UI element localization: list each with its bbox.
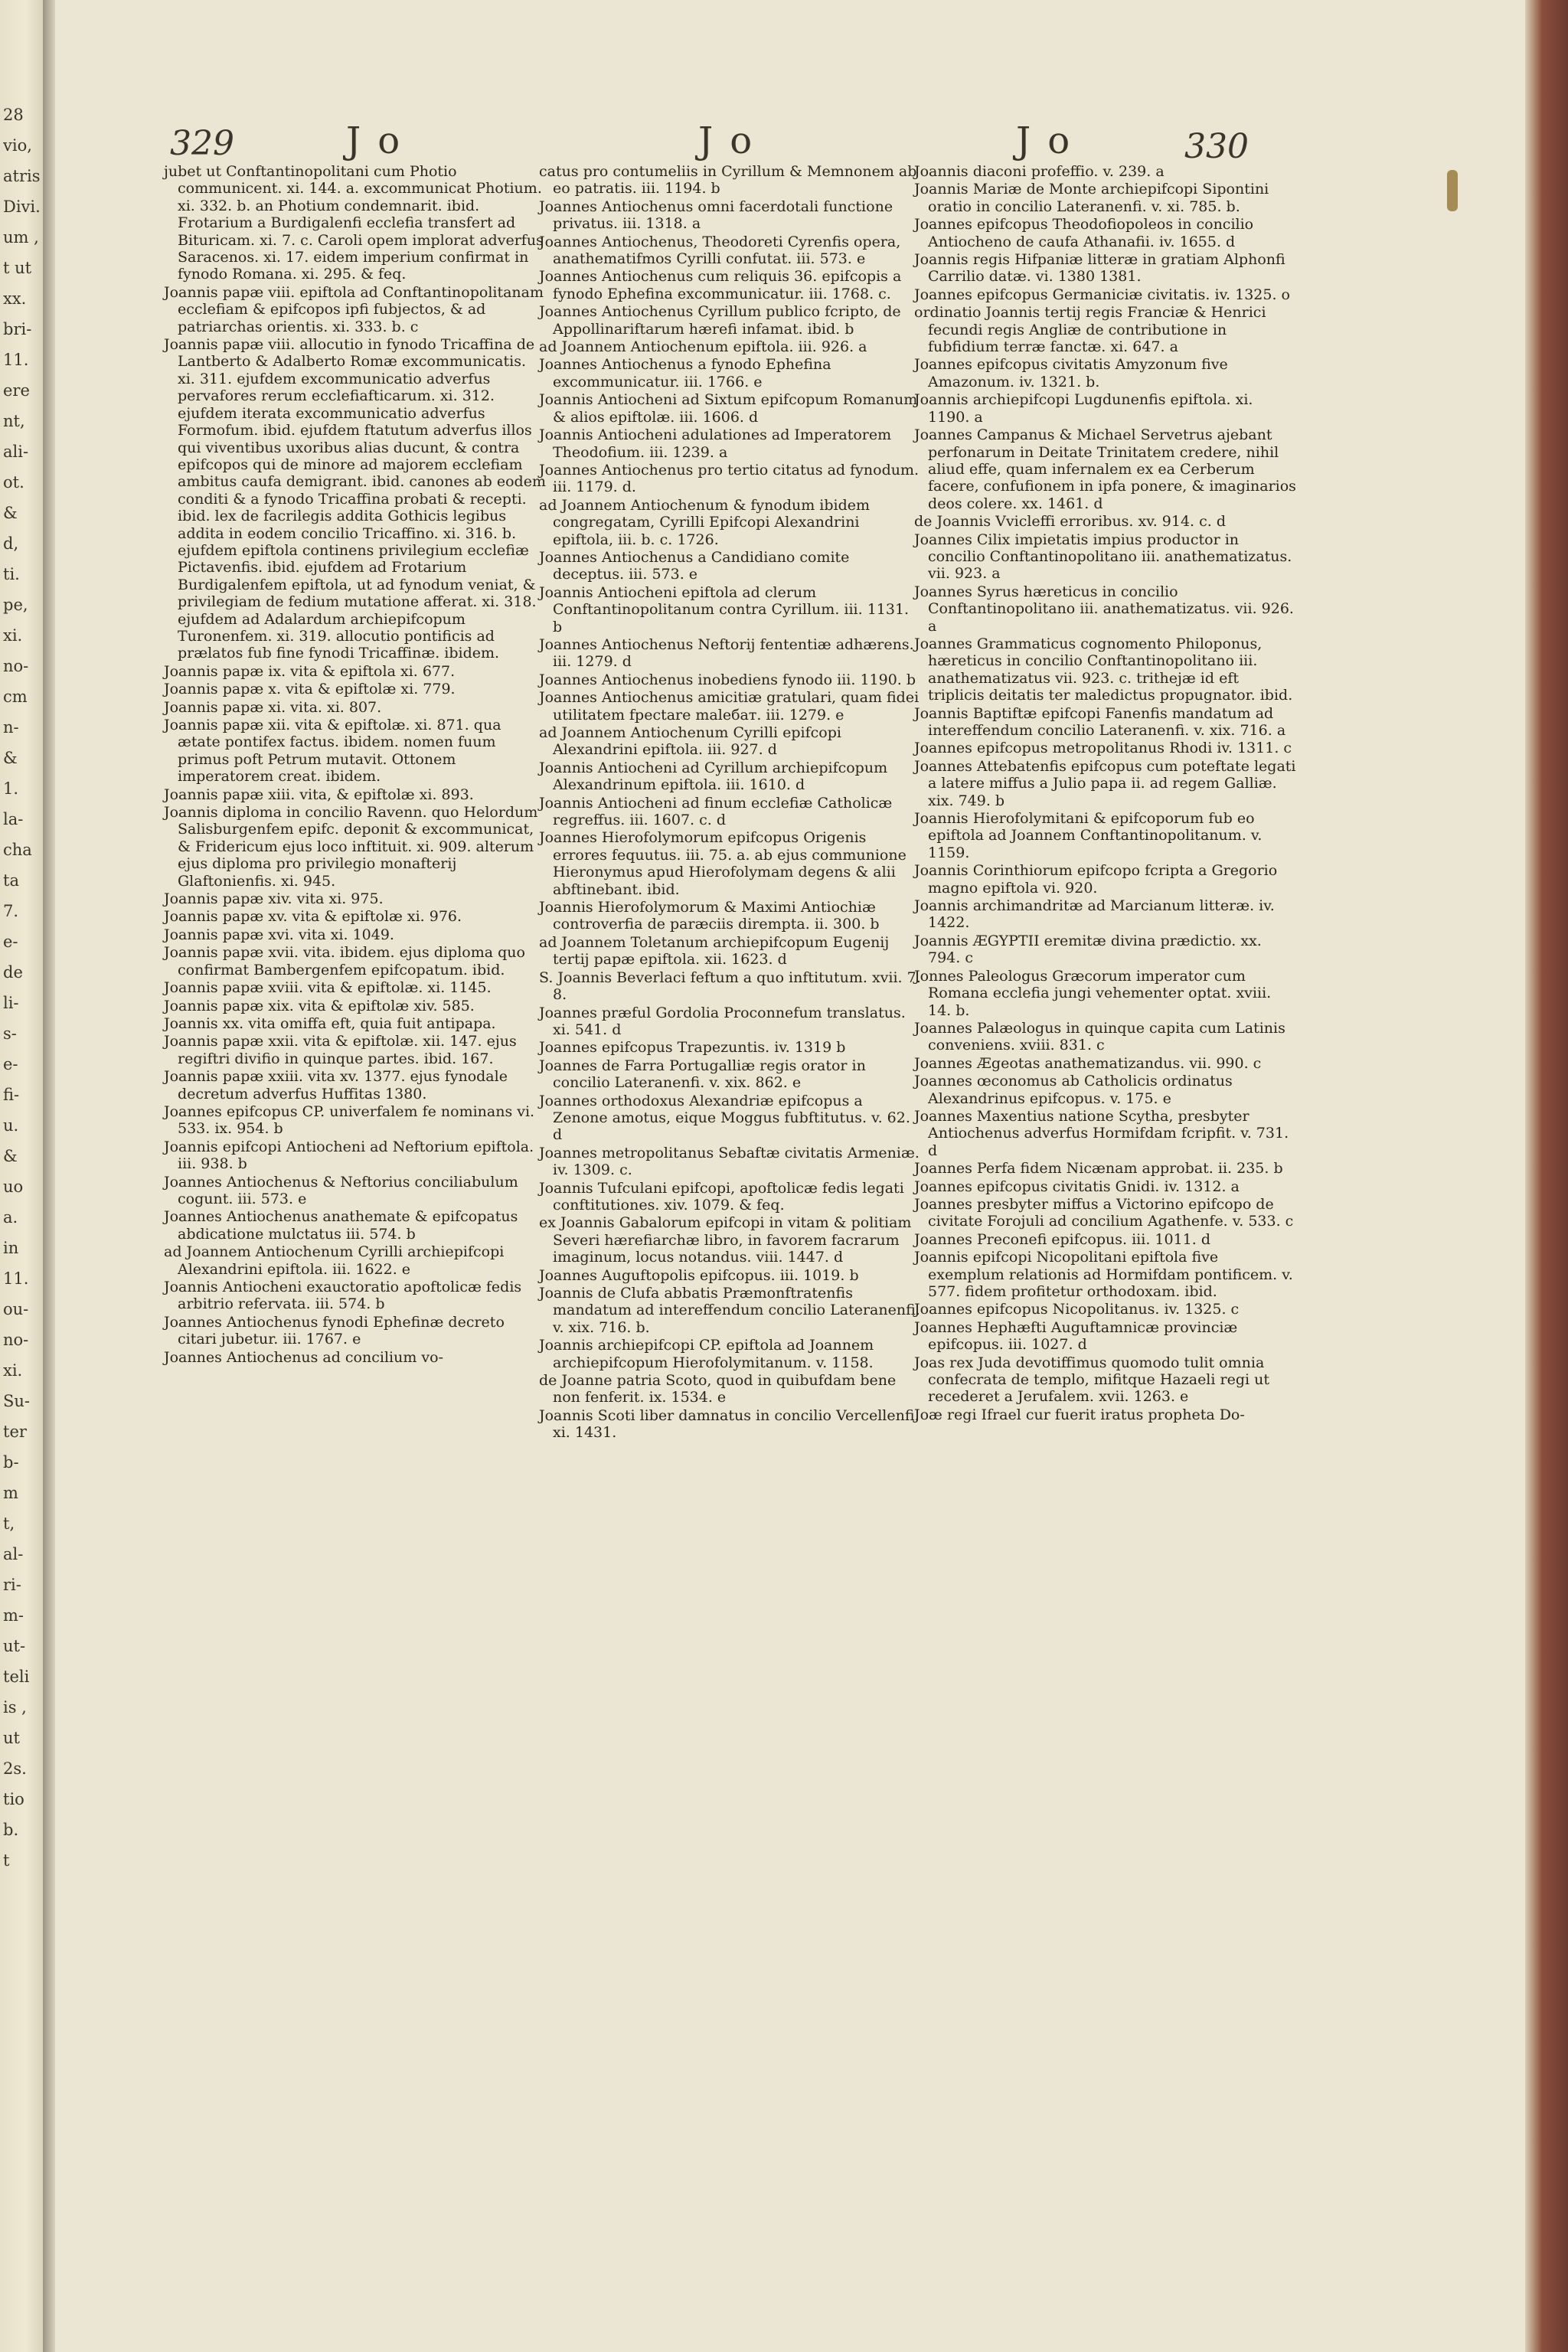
binding-fragment: pe, (3, 596, 28, 614)
binding-fragment: fi- (3, 1086, 20, 1104)
index-entry: Joannes Preconefi epifcopus. iii. 1011. d (914, 1230, 1211, 1248)
index-entry: Jonnes Paleologus Græcorum imperator cum Romana ecclefia jungi vehementer optat. xviii. 14. b. (914, 967, 1272, 1019)
index-entry: Joannis Corinthiorum epifcopo fcripta a Gregorio magno epiftola vi. 920. (914, 862, 1278, 897)
index-column-right (914, 163, 1297, 1424)
index-entry: Joannis archiepifcopi CP. epiftola ad Joannem archiepifcopum Hierofolymitanum. v. 1158. (539, 1337, 874, 1371)
binding-fragment: no- (3, 1331, 29, 1349)
index-entry: Joannes Antiochenus pro tertio citatus ad fynodum. iii. 1179. d. (539, 461, 920, 496)
index-entry: Joannes Campanus & Michael Servetrus ajebant perfonarum in Deitate Trinitatem credere, nihil aliud effe, quam infernalem ex ea Cerberum facere, confufionem in ipfa ponere, & imaginarios deos colere. xx. 1461. d (914, 426, 1296, 512)
index-entry: Joannis Antiocheni ad finum ecclefiæ Catholicæ regreffus. iii. 1607. c. d (539, 794, 893, 829)
binding-fragment: n- (3, 718, 19, 737)
binding-fragment: b. (3, 1821, 19, 1839)
binding-fragment: t (3, 1851, 10, 1870)
index-entry: Joannis papæ xxiii. vita xv. 1377. ejus fynodale decretum adverfus Huffitas 1380. (164, 1068, 508, 1102)
index-entry: Joannes epifcopus Germaniciæ civitatis. iv. 1325. o (914, 286, 1290, 303)
index-entry: Joannis Baptiftæ epifcopi Fanenfis mandatum ad intereffendum concilio Lateranenfi. v. xix. 716. a (914, 704, 1286, 739)
binding-fragment: ti. (3, 565, 20, 583)
book-cover-edge (1525, 0, 1568, 2352)
index-entry: jubet ut Conftantinopolitani cum Photio communicent. xi. 144. a. excommunicat Photium. xi. 332. b. an Photium condemnarit. ibid. Frotarium a Burdigalenfi ecclefia transfert ad Bituricam. xi. 7. c. Caroli opem implorat adverfus Saracenos. xi. 17. eidem imperium confirmat in fynodo Romana. xi. 295. & feq. (164, 163, 544, 283)
binding-fragment: bri- (3, 320, 32, 338)
index-entry: ordinatio Joannis tertij regis Franciæ & Henrici fecundi regis Angliæ de contributione in fubfidium terræ fanctæ. xi. 647. a (914, 304, 1266, 356)
index-entry: Joannes Grammaticus cognomento Philoponus, hæreticus in concilio Conftantinopolitano iii. anathematizatus vii. 923. c. trithejæ id eft triplicis deitatis ter maledictus propugnator. ibid. (914, 635, 1293, 704)
index-entry: Joannes Auguftopolis epifcopus. iii. 1019. b (539, 1266, 859, 1284)
binding-fragment: no- (3, 657, 29, 675)
index-column-middle (539, 163, 922, 1442)
index-entry: Joannes epifcopus metropolitanus Rhodi iv. 1311. c (914, 740, 1292, 757)
index-entry: Joannis diaconi profeffio. v. 239. a (914, 163, 1165, 180)
index-entry: Joannes Antiochenus inobediens fynodo iii. 1190. b (539, 671, 916, 688)
index-entry: Joannis papæ x. vita & epiftolæ xi. 779. (164, 681, 456, 698)
page-number-left: 329 (170, 124, 234, 163)
index-entry: ad Joannem Antiochenum & fynodum ibidem congregatam, Cyrilli Epifcopi Alexandrini epiftola, iii. b. c. 1726. (539, 496, 871, 548)
binding-fragment: ali- (3, 443, 29, 461)
page-number-right: 330 (1184, 127, 1249, 166)
index-entry: ad Joannem Toletanum archiepifcopum Eugenij tertij papæ epiftola. xii. 1623. d (539, 933, 890, 969)
binding-fragment: ut (3, 1729, 20, 1747)
binding-fragment: ere (3, 381, 30, 400)
index-entry: Joannis archimandritæ ad Marcianum litteræ. iv. 1422. (914, 897, 1275, 932)
binding-fragment: li- (3, 994, 19, 1012)
index-entry: Joannis diploma in concilio Ravenn. quo Helordum Salisburgenfem epifc. deponit & excommunicat, & Fridericum ejus loco inftituit. xi. 909. alterum ejus diploma pro privilegio monafterij Glaftonienfis. xi. 945. (164, 804, 538, 890)
binding-fragment: 2s. (3, 1759, 27, 1778)
binding-fragment: a. (3, 1208, 18, 1227)
binding-fragment: de (3, 963, 23, 982)
binding-fragment: ter (3, 1423, 27, 1441)
binding-fragment: 11. (3, 1269, 29, 1288)
paper-tab-marker (1447, 170, 1458, 211)
index-entry: Joannes Palæologus in quinque capita cum Latinis conveniens. xviii. 831. c (914, 1019, 1285, 1054)
index-entry: Joannes metropolitanus Sebaftæ civitatis Armeniæ. iv. 1309. c. (539, 1144, 920, 1179)
index-column-left (164, 163, 547, 1367)
index-entry: Joannis Antiocheni epiftola ad clerum Conftantinopolitanum contra Cyrillum. iii. 1131. b (539, 583, 910, 635)
binding-fragment: 28 (3, 106, 24, 124)
binding-fragment: atris (3, 167, 41, 185)
index-entry: Joannis papæ viii. allocutio in fynodo Tricaffina de Lantberto & Adalberto Romæ excommunicatis. xi. 311. ejufdem excommunicatio adverfus pervafores rerum ecclefiafticarum. xi. 312. ejufdem iterata excommunicatio adverfus Formofum. ibid. ejufdem ftatutum adverfus illos qui viventibus uxoribus alias ducunt, & contra epifcopos qui de minore ad majorem ecclefiam ambitus caufa demigrant. ibid. canones ab eodem conditi & a fynodo Tricaffina probati & recepti. ibid. lex de facrilegis addita Gothicis legibus addita in eodem concilio Tricaffino. xi. 316. b. ejufdem epiftola continens privilegium ecclefiæ Pictavenfis. ibid. ejufdem ad Frotarium Burdigalenfem epiftola, ut ad fynodum veniat, & privilegiam de fedium mutatione afferat. xi. 318. ejufdem ad Adalardum archiepifcopum Turonenfem. xi. 319. allocutio pontificis ad prælatos fub fine fynodi Tricaffinæ. ibidem. (164, 336, 546, 662)
binding-fragment: nt, (3, 412, 25, 430)
index-entry: Joannes epifcopus civitatis Amyzonum five Amazonum. iv. 1321. b. (914, 356, 1228, 390)
index-entry: Joannis Hierofolymitani & epifcoporum fub eo epiftola ad Joannem Conftantinopolitanum. v. 1159. (914, 810, 1263, 861)
index-entry: Joannis papæ xvi. vita xi. 1049. (164, 926, 394, 943)
binding-fragment: ot. (3, 473, 24, 492)
binding-fragment: d, (3, 534, 19, 553)
binding-fragment: in (3, 1239, 19, 1257)
index-entry: Joannes Antiochenus a Candidiano comite deceptus. iii. 573. e (539, 548, 850, 583)
index-entry: Joannes Ægeotas anathematizandus. vii. 990. c (914, 1054, 1262, 1072)
index-entry: Joannes epifcopus Theodofiopoleos in concilio Antiocheno de caufa Athanafii. iv. 1655. d (914, 216, 1254, 250)
index-entry: Joannis Tufculani epifcopi, apoftolicæ fedis legati conftitutiones. xiv. 1079. & feq. (539, 1179, 904, 1214)
binding-fragment: 1. (3, 779, 19, 798)
binding-fragment: xx. (3, 289, 27, 308)
index-entry: ad Joannem Antiochenum Cyrilli epifcopi Alexandrini epiftola. iii. 927. d (539, 724, 841, 759)
binding-fragment: m (3, 1484, 18, 1502)
index-entry: ad Joannem Antiochenum epiftola. iii. 926. a (539, 338, 867, 356)
binding-fragment: 11. (3, 351, 29, 369)
binding-fragment: ut- (3, 1637, 26, 1655)
index-entry: Joannes Antiochenus cum reliquis 36. epifcopis a fynodo Ephefina excommunicatur. iii. 1768. c. (539, 268, 902, 302)
index-entry: Joannes Hephæfti Auguftamnicæ provinciæ epifcopus. iii. 1027. d (914, 1318, 1238, 1354)
index-entry: Joannes epifcopus Trapezuntis. iv. 1319 b (539, 1039, 846, 1057)
index-entry: Joannes Antiochenus omni facerdotali functione privatus. iii. 1318. a (539, 198, 893, 233)
binding-fragment: e- (3, 1055, 18, 1073)
binding-fragment: um , (3, 228, 39, 247)
binding-fragment: cha (3, 841, 32, 859)
index-entry: Joannes epifcopus civitatis Gnidi. iv. 1312. a (914, 1178, 1240, 1195)
binding-fragment: teli (3, 1668, 30, 1686)
index-entry: Joannis Antiocheni ad Cyrillum archiepifcopum Alexandrinum epiftola. iii. 1610. d (539, 759, 888, 794)
index-entry: Joannes Antiochenus amicitiæ gratulari, quam fidei utilitatem fpectare maleбат. iii. 1279. e (539, 689, 920, 724)
index-entry: Joannis Antiocheni adulationes ad Imperatorem Theodofium. iii. 1239. a (539, 426, 892, 461)
index-entry: Joannis Antiocheni ad Sixtum epifcopum Romanum & alios epiftolæ. iii. 1606. d (539, 391, 918, 426)
index-entry: Joannes presbyter miffus a Victorino epifcopo de civitate Forojuli ad concilium Agathenfe. v. 533. c (914, 1195, 1294, 1230)
index-entry: Joannis papæ xvii. vita. ibidem. ejus diploma quo confirmat Bambergenfem epifcopatum. ibid. (164, 944, 525, 978)
index-entry: Joannes œconomus ab Catholicis ordinatus Alexandrinus epifcopus. v. 175. e (914, 1073, 1233, 1107)
index-entry: Joannis Mariæ de Monte archiepifcopi Sipontini oratio in concilio Lateranenfi. v. xi. 785. b. (914, 181, 1269, 215)
index-entry: Joannes Cilix impietatis impius productor in concilio Conftantinopolitano iii. anathematizatus. vii. 923. a (914, 531, 1292, 583)
binding-fragment: xi. (3, 1361, 23, 1380)
binding-fragment: e- (3, 933, 18, 951)
binding-fragment: al- (3, 1545, 24, 1563)
index-entry: Joannis papæ xxii. vita & epiftolæ. xii. 147. ejus regiftri divifio in quinque partes. ibid. 167. (164, 1033, 517, 1067)
running-header (55, 119, 1525, 168)
page-gutter-shadow (43, 0, 55, 2352)
index-entry: Joannes præful Gordolia Proconnefum translatus. xi. 541. d (539, 1004, 906, 1038)
binding-fragment: 7. (3, 902, 19, 920)
index-entry: Joannes Antiochenus Cyrillum publico fcripto, de Appollinariftarum hærefi infamat. ibid. b (539, 303, 901, 338)
index-entry: Joannes epifcopus Nicopolitanus. iv. 1325. c (914, 1301, 1240, 1318)
index-entry: ad Joannem Antiochenum Cyrilli archiepifcopi Alexandrini epiftola. iii. 1622. e (164, 1243, 505, 1278)
index-entry: Joannis papæ xiii. vita, & epiftolæ xi. 893. (164, 786, 474, 803)
index-entry: Joannes Antiochenus Neftorij fententiæ adhærens. iii. 1279. d (539, 635, 914, 671)
index-entry: Joannes Perfa fidem Nicænam approbat. ii. 235. b (914, 1160, 1283, 1178)
index-entry: Joannis papæ ix. vita & epiftola xi. 677. (164, 662, 456, 680)
index-entry: Joannis papæ viii. epiftola ad Conftantinopolitanam ecclefiam & epifcopos ipfi fubjectos, & ad patriarchas orientis. xi. 333. b. c (164, 283, 544, 335)
index-entry: Joannis epifcopi Nicopolitani epiftola five exemplum relationis ad Hormifdam pontificem. v. 577. fidem profitetur orthodoxam. ibid. (914, 1249, 1293, 1300)
binding-fragment: m- (3, 1606, 24, 1625)
binding-fragment: u. (3, 1116, 19, 1135)
index-entry: Joannis de Clufa abbatis Præmonftratenfis mandatum ad intereffendum concilio Lateranenfi. v. xix. 716. b. (539, 1285, 920, 1336)
adjacent-page-fragments (3, 100, 41, 1876)
binding-fragment: is , (3, 1698, 27, 1717)
binding-fragment: & (3, 504, 18, 522)
index-entry: Joannis papæ xi. vita. xi. 807. (164, 698, 382, 716)
index-entry: Joæ regi Ifrael cur fuerit iratus propheta Do- (914, 1406, 1245, 1423)
index-entry: Joannis ÆGYPTII eremitæ divina prædictio. xx. 794. c (914, 932, 1262, 967)
book-page (55, 0, 1525, 2352)
index-entry: Joannes de Farra Portugalliæ regis orator in concilio Lateranenfi. v. xix. 862. e (539, 1057, 866, 1092)
headword-right: Jo (1016, 119, 1087, 162)
binding-fragment: vio, (3, 136, 32, 155)
index-entry: Joannes Antiochenus, Theodoreti Cyrenfis opera, anathematifmos Cyrilli confutat. iii. 573. e (539, 233, 901, 268)
index-entry: Joannes epifcopus CP. univerfalem fe nominans vi. 533. ix. 954. b (164, 1102, 535, 1138)
index-entry: Joannis papæ xii. vita & epiftolæ. xi. 871. qua ætate pontifex factus. ibidem. nomen fuum primus poft Petrum mutavit. Ottonem imperatorem creat. ibidem. (164, 717, 501, 786)
binding-fragment: & (3, 749, 18, 767)
binding-fragment: & (3, 1147, 18, 1165)
index-entry: Joannis epifcopi Antiocheni ad Neftorium epiftola. iii. 938. b (164, 1138, 534, 1173)
index-entry: Joannes Antiochenus & Neftorius conciliabulum cogunt. iii. 573. e (164, 1173, 518, 1207)
index-entry: Joannes Attebatenfis epifcopus cum poteftate legati a latere miffus a Julio papa ii. ad regem Galliæ. xix. 749. b (914, 757, 1296, 809)
headword-center: Jo (698, 119, 769, 162)
binding-fragment: Su- (3, 1392, 31, 1410)
binding-fragment: tio (3, 1790, 24, 1808)
index-entry: Joannes Antiochenus a fynodo Ephefina excommunicatur. iii. 1766. e (539, 356, 831, 390)
headword-left: Jo (346, 119, 417, 162)
binding-fragment: ou- (3, 1300, 29, 1318)
index-entry: Joannes Hierofolymorum epifcopus Origenis errores fequutus. iii. 75. a. ab ejus communione Hieronymus apud Hierofolymam degens & alii abftinebant. ibid. (539, 829, 906, 898)
index-entry: Joannes Maxentius natione Scytha, presbyter Antiochenus adverfus Hormifdam fcripfit. v. 731. d (914, 1107, 1289, 1159)
index-entry: Joannis papæ xv. vita & epiftolæ xi. 976. (164, 908, 462, 926)
binding-fragment: ri- (3, 1576, 21, 1594)
index-entry: Joannis regis Hifpaniæ litteræ in gratiam Alphonfi Carrilio datæ. vi. 1380 1381. (914, 251, 1285, 286)
index-entry: Joannis Hierofolymorum & Maximi Antiochiæ controverfia de paræciis dirempta. ii. 300. b (539, 899, 880, 933)
book-binding-edge (0, 0, 44, 2352)
index-entry: Joas rex Juda devotiffimus quomodo tulit omnia confecrata de templo, mifitque Hazaeli regi ut recederet a Jerufalem. xvii. 1263. e (914, 1354, 1269, 1406)
index-entry: S. Joannis Beverlaci feftum a quo inftitutum. xvii. 7. 8. (539, 969, 921, 1004)
index-entry: Joannes Antiochenus anathemate & epifcopatus abdicatione mulctatus iii. 574. b (164, 1208, 518, 1243)
index-entry: Joannis archiepifcopi Lugdunenfis epiftola. xi. 1190. a (914, 391, 1253, 426)
index-entry: Joannes Antiochenus ad concilium vo- (164, 1348, 443, 1366)
index-entry: ex Joannis Gabalorum epifcopi in vitam & politiam Severi hærefiarchæ libro, in favorem facrarum imaginum, locus notandus. viii. 1447. d (539, 1214, 912, 1266)
index-entry: Joannes Syrus hæreticus in concilio Conftantinopolitano iii. anathematizatus. vii. 926. a (914, 583, 1294, 635)
index-entry: Joannis Scoti liber damnatus in concilio Vercellenfi. xi. 1431. (539, 1406, 920, 1442)
index-entry: catus pro contumeliis in Cyrillum & Memnonem ab eo patratis. iii. 1194. b (539, 163, 917, 198)
index-entry: Joannis Antiocheni exauctoratio apoftolicæ fedis arbitrio refervata. iii. 574. b (164, 1279, 522, 1313)
binding-fragment: ta (3, 871, 19, 890)
binding-fragment: s- (3, 1024, 17, 1043)
index-entry: Joannis xx. vita omiffa eft, quia fuit antipapa. (164, 1014, 496, 1032)
binding-fragment: t ut (3, 259, 32, 277)
index-entry: Joannis papæ xviii. vita & epiftolæ. xi. 1145. (164, 979, 492, 997)
index-entry: de Joannis Vvicleffi erroribus. xv. 914. c. d (914, 513, 1227, 531)
index-entry: Joannis papæ xix. vita & epiftolæ xiv. 585. (164, 997, 475, 1014)
binding-fragment: b- (3, 1453, 19, 1472)
index-entry: Joannes Antiochenus fynodi Ephefinæ decreto citari jubetur. iii. 1767. e (164, 1313, 505, 1348)
binding-fragment: uo (3, 1178, 24, 1196)
index-entry: de Joanne patria Scoto, quod in quibufdam bene non fenferit. ix. 1534. e (539, 1372, 897, 1406)
binding-fragment: t, (3, 1514, 15, 1533)
binding-fragment: cm (3, 688, 28, 706)
index-entry: Joannes orthodoxus Alexandriæ epifcopus a Zenone amotus, eique Moggus fubftitutus. v. 62. d (539, 1092, 910, 1144)
binding-fragment: xi. (3, 626, 23, 645)
binding-fragment: Divi. (3, 198, 41, 216)
binding-fragment: la- (3, 810, 24, 828)
index-entry: Joannis papæ xiv. vita xi. 975. (164, 890, 384, 908)
